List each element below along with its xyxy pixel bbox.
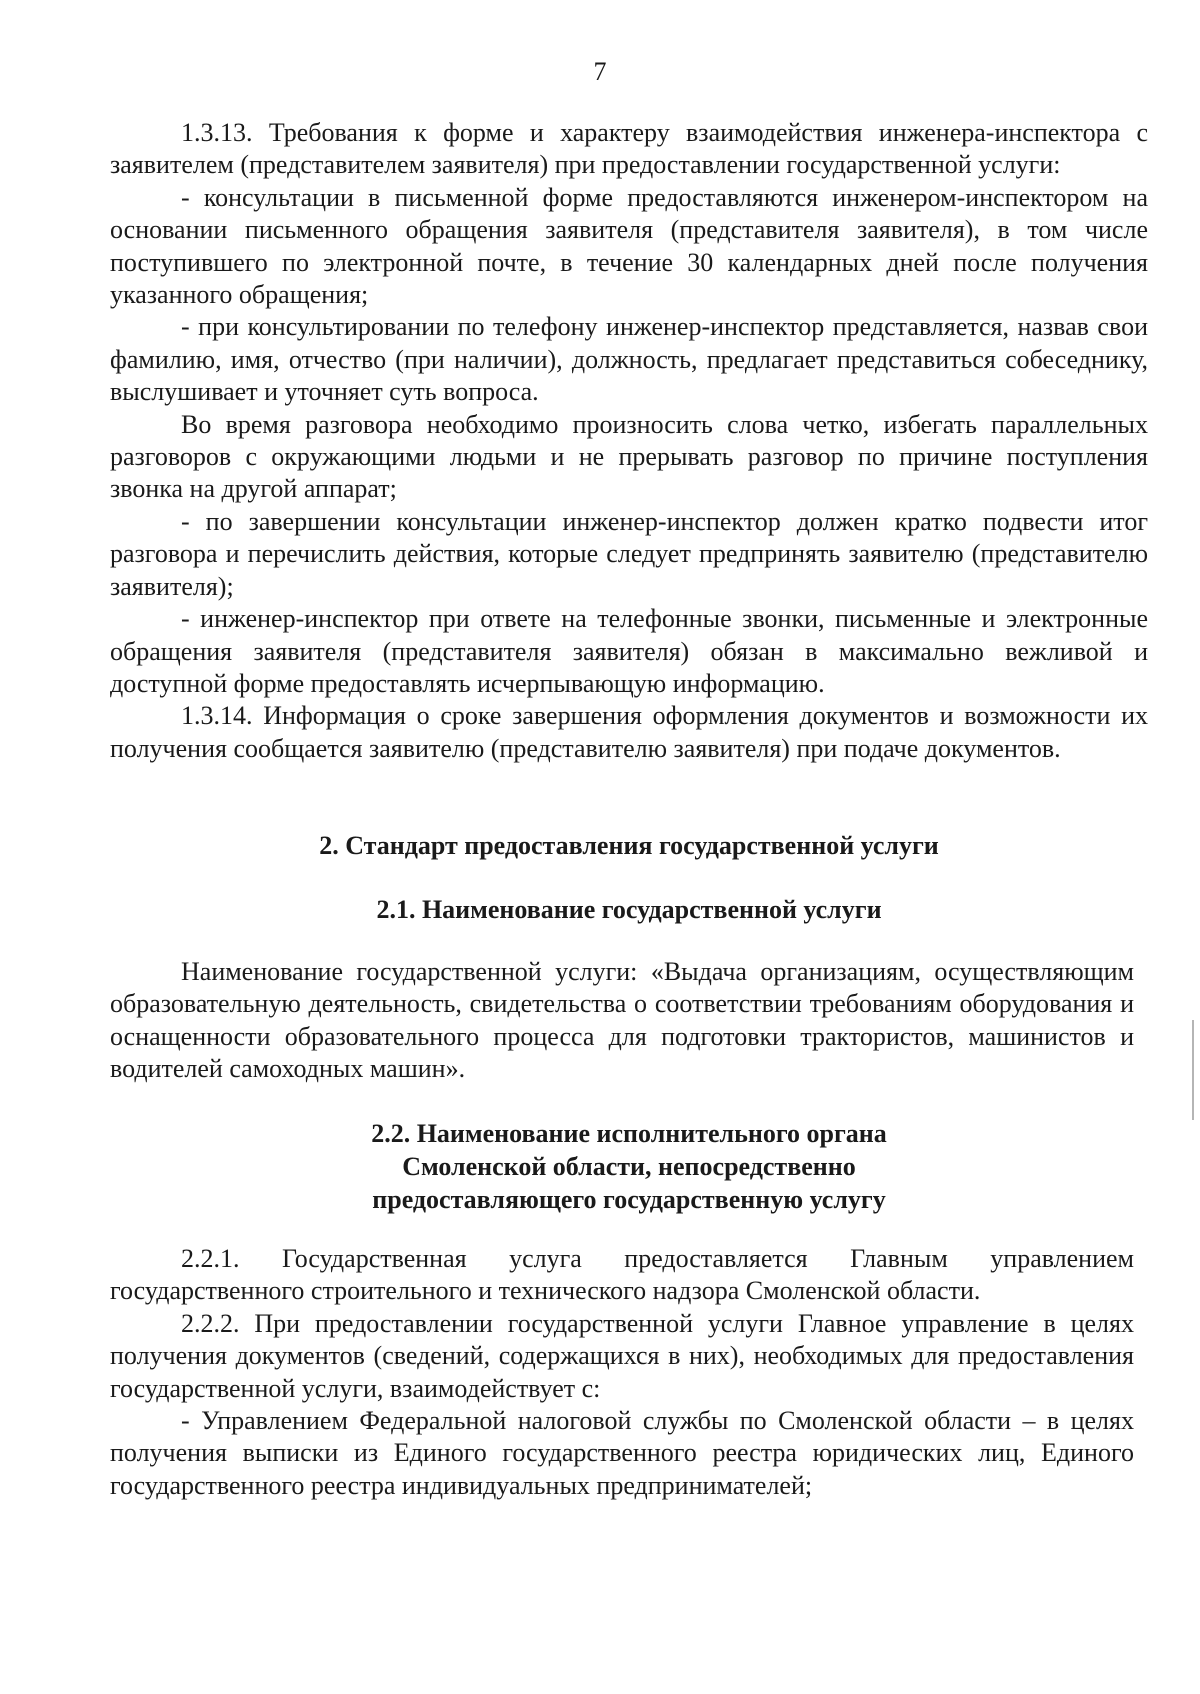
paragraph-written-consultation: - консультации в письменной форме предоставляются инженером-инспектором на основании письменного обращения заявителя (представителя заявителя), в том числе поступившего по электронной почте, в течение 30 календарных дней после получения указанного обращения;	[110, 182, 1148, 310]
paragraph-consultation-end: - по завершении консультации инженер-инспектор должен кратко подвести итог разговора и перечислить действия, которые следует предпринять заявителю (представителю заявителя);	[110, 506, 1148, 601]
paragraph-inspector-duty: - инженер-инспектор при ответе на телефонные звонки, письменные и электронные обращения заявителя (представителя заявителя) обязан в максимально вежливой и доступной форме предоставлять исчерпывающую информацию.	[110, 604, 1148, 698]
page-number: 7	[593, 57, 607, 86]
section-2-2-body	[110, 1243, 1134, 1502]
section-2-heading: 2. Стандарт предоставления государственной услуги	[319, 831, 939, 860]
section-2-heading-block	[110, 829, 1148, 862]
section-2-2-heading-block	[110, 1117, 1148, 1216]
paragraph-2-2-1: 2.2.1. Государственная услуга предоставляется Главным управлением государственного строительного и технического надзора Смоленской области.	[110, 1244, 1134, 1306]
paragraph-phone-consultation: - при консультировании по телефону инженер-инспектор представляется, назвав свои фамилию, имя, отчество (при наличии), должность, предлагает представиться собеседнику, выслушивает и уточняет суть вопроса.	[110, 312, 1148, 407]
paragraph-1-3-13: 1.3.13. Требования к форме и характеру взаимодействия инженера-инспектора с заявителем (представителем заявителя) при предоставлении государственной услуги:	[110, 118, 1148, 180]
section-2-2-heading	[110, 1117, 1148, 1216]
paragraph-service-name: Наименование государственной услуги: «Выдача организациям, осуществляющим образовательную деятельность, свидетельства о соответствии требованиям оборудования и оснащенности образовательного процесса для подготовки трактористов, машинистов и водителей самоходных машин».	[110, 957, 1134, 1084]
section-2-2-heading-line-3: предоставляющего государственную услугу	[372, 1185, 886, 1214]
section-2-2-heading-line-1: 2.2. Наименование исполнительного органа	[371, 1119, 887, 1148]
section-2-1-heading-block	[110, 893, 1148, 926]
paragraph-1-3-14: 1.3.14. Информация о сроке завершения оформления документов и возможности их получения сообщается заявителю (представителю заявителя) при подаче документов.	[110, 701, 1148, 763]
paragraph-tax-service: - Управлением Федеральной налоговой службы по Смоленской области – в целях получения выписки из Единого государственного реестра юридических лиц, Единого государственного реестра индивидуальных предпринимателей;	[110, 1406, 1134, 1500]
section-1-3-text	[110, 117, 1148, 765]
section-2-2-heading-line-2: Смоленской области, непосредственно	[402, 1152, 856, 1181]
section-2-1-heading: 2.1. Наименование государственной услуги	[376, 895, 882, 924]
scan-edge-mark	[1192, 1020, 1194, 1120]
section-2-1-body	[110, 956, 1134, 1086]
paragraph-conversation-rules: Во время разговора необходимо произносить слова четко, избегать параллельных разговоров с окружающими людьми и не прерывать разговор по причине поступления звонка на другой аппарат;	[110, 409, 1148, 504]
paragraph-2-2-2: 2.2.2. При предоставлении государственной услуги Главное управление в целях получения документов (сведений, содержащихся в них), необходимых для предоставления государственной услуги, взаимодействует с:	[110, 1308, 1134, 1403]
